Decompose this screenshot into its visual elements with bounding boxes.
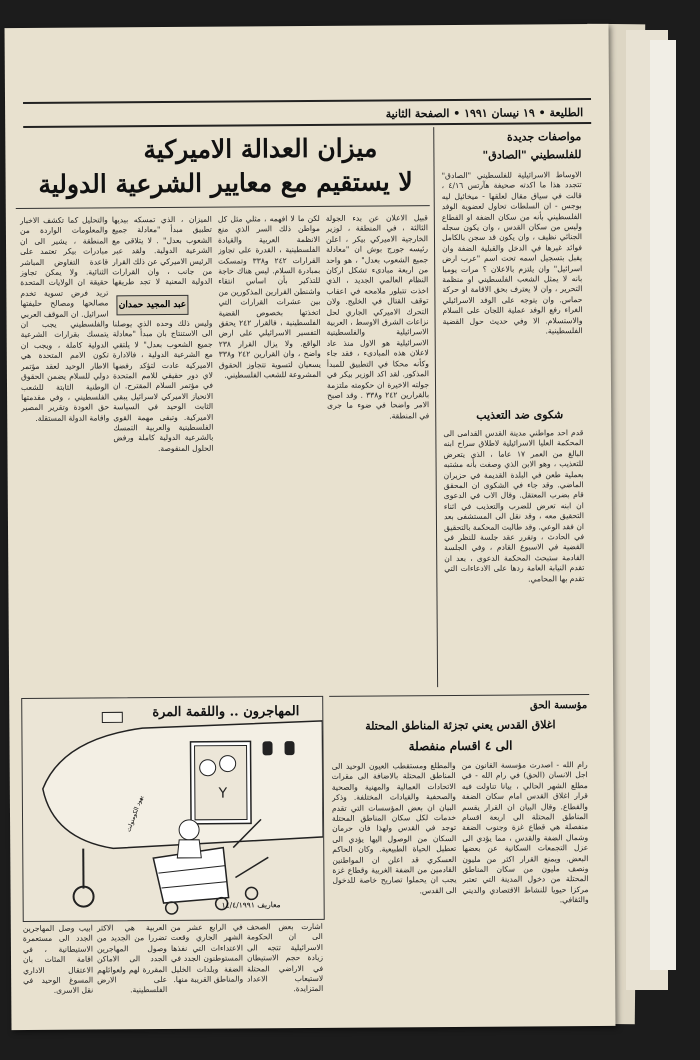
article3-text-right: رام الله - اصدرت مؤسسة القانون من اجل الانسان (الحق) في رام الله - في مطلع الشهر الحالي ، بيانا تناولت فيه قرار اغلاق القدس امام سكان الضفة والقطاع. وقال البيان ان القرار يقسم المناطق المحتلة الى اربعة اقسام منفصلة هي قطاع غزة وجنوب الضفة وشمال الضفة والقدس ، مما يؤدي الى عزل التجمعات السكانية عن بعضها البعض. ويمنع القرار اكثر من مليون ونصف مليون من سكان المناطق المحتلة من دخول المدينة التي تعتبر مركزا حيويا للنشاط الاقتصادي والديني والثقافي. [461, 760, 589, 905]
cartoon-title: المهاجرون .. واللقمة المرة [152, 704, 300, 721]
lead-column-4 [20, 215, 111, 692]
article3-top-rule [329, 694, 589, 697]
bottom-column-2 [171, 922, 244, 1013]
article3-column-left [332, 761, 458, 1012]
sidebar-article1-title-line1: مواصفات جديدة [506, 130, 582, 144]
column-divider [433, 127, 438, 687]
lead-column-3-cont-text: وليس ذلك وحده الذي يوصلنا الى الاستنتاج بان مبدأ "معادلة جميع الشعوب بعدل" لا يلتقي مع الشرعية الدولية ، فالادارة الاميركية عادت لتؤكد رفضها لاي دور حقيقي للامم المتحدة في مؤتمر السلام المقترح. ان الانحياز الاميركي لاسرائيل يبقى الثابت الوحيد في السياسة الاميركية. وتبقى مهمة القوى الفلسطينية والعربية التمسك بالشرعية الدولية كاملة ورفض الحلول المنقوصة. [112, 318, 214, 453]
lead-column-3-top [112, 215, 213, 290]
lead-column-1 [326, 213, 431, 690]
lead-headline-line1: ميزان العدالة الاميركية [143, 133, 378, 165]
article3-label: مؤسسة الحق [529, 700, 588, 712]
article3-title-line1: اغلاق القدس يعني تجزئة المناطق المحتلة [365, 718, 556, 733]
background-sheet-3 [650, 40, 676, 970]
bottom-column-4 [23, 924, 94, 1014]
headline-rule [16, 205, 430, 209]
article3-column-right [462, 760, 590, 1011]
lead-column-1-text: قبيل الاعلان عن بدء الجولة الثالثة ، في المنطقة ، لوزير الخارجية الاميركي بيكر ، اعلن رئيسه جورج بوش ان "معادلة جميع الشعوب بعدل" ، هو واحد من اربعة مبادىء تشكل اركان النظام العالمي الجديد ، الذي اخذت تتبلور ملامحه في اعقاب توقف القتال في الخليج. ولان التحرك الاميركي الجاري لحل نزاعات الشرق الاوسط ، العربية الاسرائيلية والفلسطينية الاسرائيلية هو الاول منذ عاد لاعلان هذه المبادىء ، فقد جاء وكأنه محكا في التطبيق للمبدأ المذكور. لقد اكد الوزير بيكر في جولته الاخيرة ان حكومته ملتزمة بالقرارين ٢٤٢ و٣٣٨ . وقد اصبح الامر واضحا في ضوء ما جرى في المنطقة. [325, 213, 430, 421]
bottom-column-4-text: ابيب وصل المهاجرين الجدد الى مستعمرة الاستيطانية ، في اقامة المئات بان الاعتقال الاداري المسوغ الوحيد في نقل الاسرى. [22, 923, 94, 996]
svg-text:Y: Y [218, 785, 228, 802]
cartoon-illustration [22, 697, 324, 921]
bottom-column-2-text: في الرابع عشر من الشهر الجاري وقعت الاعتداءات التي نفذها المستوطنون الجدد في الضفة وبلدات الخليل والمناطق القريبة منها. [170, 922, 244, 984]
bottom-column-3-text: العربية هي الاكثر تضررا من الجديد من وصول المهاجرين الجدد الى الاماكن المقررة لهم ولعوائلهم على الارض الفلسطينية. [96, 923, 168, 995]
lead-column-3-bottom [113, 319, 216, 692]
author-byline: عبد المجيد حمدان [116, 295, 188, 316]
lead-column-2 [218, 214, 323, 691]
cartoon-bag-label: يهود الكومنولث [125, 794, 145, 833]
bottom-column-3 [97, 923, 168, 1013]
sidebar-article2-text: قدم احد مواطني مدينة القدس القدامى الى المحكمة العليا الاسرائيلية لاطلاق سراح ابنه البالغ من العمر ١٧ عاما ، الذي يتعرض للتعذيب ، وهو الابن الذي وصفت بأنه مشتبه بعملية طعن في البلدة القديمة في حزيران الماضي. وقد جاء في الشكوى ان المحقق قام بضرب المعتقل. وقال الاب في الدعوى ان ابنه تعرض للضرب والتعذيب في اثناء التحقيق معه ، وقد نقل الى المستشفى بعد ان فقد الوعي. وقد طالبت المحكمة بالتحقيق في الحادث ، وتقرر عقد جلسة للنظر في القضية في الاسبوع القادم ، وفي الجلسة القادمة ستبحث المحكمة الدعوى ، بعد ان تقدم النيابة العامة ردها على الادعاءات التي تقدم بها المحامي. [443, 428, 585, 584]
cartoon-credit: معاريف ١٤/٤/١٩٩١ [221, 900, 281, 910]
article3-text-left: والمطلع ومستقطب العيون الوحيد الى المناطق المحتلة بالاضافة الى مقرات الاتحادات العمالية والمهنية والصحية والصحفية والقيادات المختلفة. وذكر البيان ان بعض المؤسسات التي تقدم خدمات لكل سكان المناطق المحتلة توجد في القدس ولهذا فان حرمان السكان من الوصول اليها يؤدي الى تعطيل الحياة الطبيعية. وكان الحاكم العسكري قد اعلن ان المواطنين القادمين من الضفة الغربية وقطاع غزة يجب ان يحملوا تصاريح خاصة للدخول الى القدس. [331, 760, 457, 896]
page-masthead: الطليعة • ١٩ نيسان ١٩٩١ • الصفحة الثانية [23, 98, 591, 128]
lead-column-4-text: والتحليل كما تكشف الاخبار والمعلومات الواردة من المنطقة ، يشير الى ان مبادرات بيكر تعتمد على قاعدة التفاوض المباشر الثنائية. ولا يمكن تجاوز حقيقة ان الولايات المتحدة تريد فرض تسوية تخدم مصالحها ومصالح حليفتها اسرائيل. ان الموقف العربي والفلسطيني يجب ان يتمسك بقرارات الشرعية الدولية كاملة ، ويجب ان تكون الامم المتحدة هي الاطار الوحيد لعقد مؤتمر دولي للسلام يضمن الحقوق الوطنية الثابتة للشعب الفلسطيني ، وفي مقدمتها حق العودة وتقرير المصير واقامة الدولة المستقلة. [19, 215, 110, 423]
sidebar-article2-title: شكوى ضد التعذيب [476, 408, 564, 422]
lead-headline-line2: لا يستقيم مع معايير الشرعية الدولية [38, 167, 413, 199]
cartoon-frame [21, 696, 325, 922]
lead-column-3-text: الميزان ، الذي تمسكه بيديها تطبيق مبدأ "معادلة جميع الشعوب بعدل" . لا يتلاقى مع الشرعية الدولية. ولقد عبر الرئيس الاميركي عن ذلك القرار من جانب ، وان القرارات الدولية المعنية لا تجد طريقها [111, 214, 213, 287]
bottom-column-1-text: اشارت بعض الصحف الى ان الحكومة الاسرائيلية تتجه الى زيادة حجم الاستيطان في الاراضي المحتلة لاستيعاب الاعداد المتزايدة. [246, 921, 324, 994]
sidebar-article2-body [443, 428, 585, 685]
lead-column-2-text: لكن ما لا افهمه ، مثلي مثل كل مواطن ذلك السر الذي منع الانظمة العربية والقيادة الفلسطينية ، القدرة على تجاوز القرارات ٢٤٢ و٣٣٨ وتمسكت بمبادرة السلام. ليس هناك حاجة للتذكير بأن اساس انتقاء واشنطن القرارين المذكورين من بين عشرات القرارات التي اتخذتها بخصوص القضية الفلسطينية ، فالقرار ٢٤٢ يحقق التفسير الاسرائيلي على ارض الواقع. ولا يزال القرار ٢٣٨ واضح ، وان القرارين ٢٤٢ و٣٣٨ يسعيان لتسوية تتجاوز الحقوق المشروعة للشعب الفلسطيني. [217, 213, 321, 380]
sidebar-article1-title-line2: للفلسطيني "الصادق" [482, 148, 582, 162]
newspaper-page [5, 24, 616, 1030]
sidebar-article1-body [442, 170, 584, 403]
sidebar-article1-text: الاوساط الاسرائيلية للفلسطيني "الصادق" تتجدد هذا ما اكدته صحيفة هآرتس ٤/١٦ ، قالت في سياق مقال لعلقها - ميخائيل ليه بوجس - ان السلطات تحاول لعضوية الوفد الفلسطيني بأنه من سكان الضفة او القطاع وليس من سكان القدس ، وان يكون سجله الجنائي نظيف ، وان يكون قد سجن بالكامل فوائد غيرها في الدخل والقبلية الضفة وان يقبل بتسجيل اسمه تحت اسم "عرب ارض اسرائيل" وان يلتزم بالاعلان ؟ مرات يوميا بانه لا يمثل الشعب الفلسطيني او منظمة التحرير ، وان لا يعترف بحق الاقامة او حركة حماس. وان يتوجه على الوفد الاسرائيلي الغراء رفع الوفد عملية اللجان على السلام والاستسلام. الا وفي حديث حول القضية الفلسطينية. [441, 170, 583, 336]
article3-title-line2: الى ٤ اقسام منفصلة [408, 738, 513, 754]
bottom-column-1 [247, 922, 324, 1013]
